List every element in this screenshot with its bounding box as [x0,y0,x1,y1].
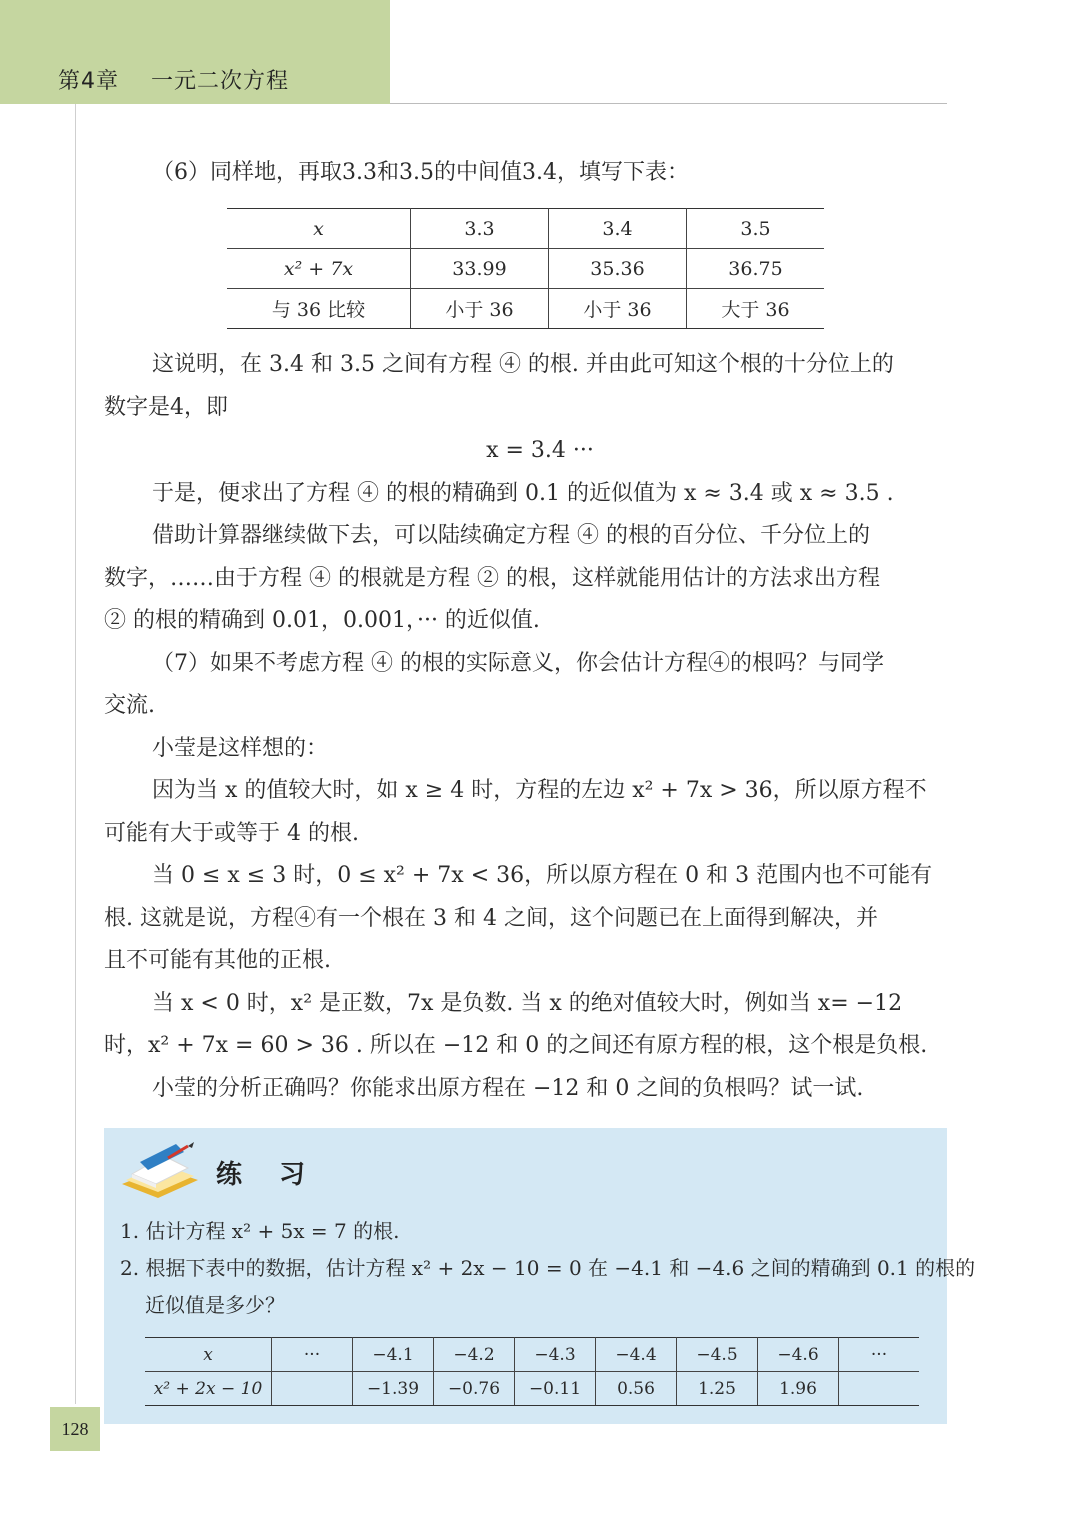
table-cell: 36.75 [687,249,825,289]
book-pencil-icon [118,1140,202,1202]
table-cell: ··· [839,1338,920,1372]
paragraph-line: 数字是4，即 [104,395,228,420]
paragraph-line: 因为当 x 的值较大时，如 x ≥ 4 时，方程的左边 x² + 7x > 36，所以原方程不 [152,778,927,803]
table-cell: 与 36 比较 [227,289,411,329]
cell-text: x² + 2x − 10 [153,1378,263,1399]
cell-text: x² + 7x [283,257,354,280]
paragraph-line: （7）如果不考虑方程 ④ 的根的实际意义，你会估计方程④的根吗？与同学 [152,651,884,676]
paragraph-line: 可能有大于或等于 4 的根. [104,821,359,846]
exercise-item: 2. 根据下表中的数据，估计方程 x² + 2x − 10 = 0 在 −4.1 和 −4.6 之间的精确到 0.1 的根的 [120,1256,976,1280]
table-row [145,1372,919,1406]
step6-intro: （6）同样地，再取3.3和3.5的中间值3.4，填写下表： [152,160,689,185]
paragraph-line: 小莹是这样想的： [152,736,329,761]
paragraph-line: 且不可能有其他的正根. [104,948,331,973]
paragraph-line: 小莹的分析正确吗？你能求出原方程在 −12 和 0 之间的负根吗？试一试. [152,1076,864,1101]
table-cell: 3.3 [411,209,549,249]
table-cell [145,1338,272,1372]
paragraph-line: 借助计算器继续做下去，可以陆续确定方程 ④ 的根的百分位、千分位上的 [152,523,870,548]
table-row [227,249,824,289]
cell-text: x [203,1344,213,1365]
paragraph-line: 当 0 ≤ x ≤ 3 时，0 ≤ x² + 7x < 36，所以原方程在 0 和 3 范围内也不可能有 [152,863,933,888]
table-cell: −0.76 [434,1372,515,1406]
table-cell [227,249,411,289]
table-cell [145,1372,272,1406]
page-number: 128 [50,1407,100,1451]
paragraph-line: 于是，便求出了方程 ④ 的根的精确到 0.1 的近似值为 x ≈ 3.4 或 x ≈ 3.5 . [152,481,894,506]
header-rule [390,103,947,104]
paragraph-line: 交流. [104,693,155,718]
paragraph-line: 这说明，在 3.4 和 3.5 之间有方程 ④ 的根. 并由此可知这个根的十分位上的 [152,352,894,377]
table-cell: 小于 36 [411,289,549,329]
left-margin-rule [75,104,76,1404]
table-row [227,289,824,329]
table-cell [272,1372,353,1406]
table-cell [227,209,411,249]
table-cell: 1.96 [758,1372,839,1406]
paragraph-line: ② 的根的精确到 0.01，0.001，··· 的近似值. [104,608,540,633]
exercise-item: 1. 估计方程 x² + 5x = 7 的根. [120,1219,400,1243]
table-cell [839,1372,920,1406]
table-row [227,209,824,249]
equation-line: x = 3.4 ··· [486,438,594,463]
table-cell: 33.99 [411,249,549,289]
paragraph-line: 数字，……由于方程 ④ 的根就是方程 ② 的根，这样就能用估计的方法求出方程 [104,566,880,591]
chapter-title: 第4章 一元二次方程 [58,69,289,94]
cell-text: x [313,217,324,240]
table-cell: −0.11 [515,1372,596,1406]
table-cell: 35.36 [549,249,687,289]
table-cell: 大于 36 [687,289,825,329]
exercise-title: 练 习 [216,1160,320,1190]
table-cell: −4.2 [434,1338,515,1372]
table-cell: −4.4 [596,1338,677,1372]
values-table [227,208,824,329]
table-cell: −4.6 [758,1338,839,1372]
table-cell: 3.5 [687,209,825,249]
table-cell: ··· [272,1338,353,1372]
exercise-table [145,1337,919,1406]
paragraph-line: 根. 这就是说，方程④有一个根在 3 和 4 之间，这个问题已在上面得到解决，并 [104,906,878,931]
table-cell: 0.56 [596,1372,677,1406]
table-cell: 小于 36 [549,289,687,329]
exercise-item: 近似值是多少？ [145,1293,285,1317]
table-cell: −1.39 [353,1372,434,1406]
table-cell: 3.4 [549,209,687,249]
table-cell: 1.25 [677,1372,758,1406]
table-cell: −4.5 [677,1338,758,1372]
table-cell: −4.3 [515,1338,596,1372]
table-row [145,1338,919,1372]
table-cell: −4.1 [353,1338,434,1372]
paragraph-line: 当 x < 0 时，x² 是正数，7x 是负数. 当 x 的绝对值较大时，例如当 x= −12 [152,991,903,1016]
paragraph-line: 时，x² + 7x = 60 > 36 . 所以在 −12 和 0 的之间还有原方程的根，这个根是负根. [104,1033,928,1058]
